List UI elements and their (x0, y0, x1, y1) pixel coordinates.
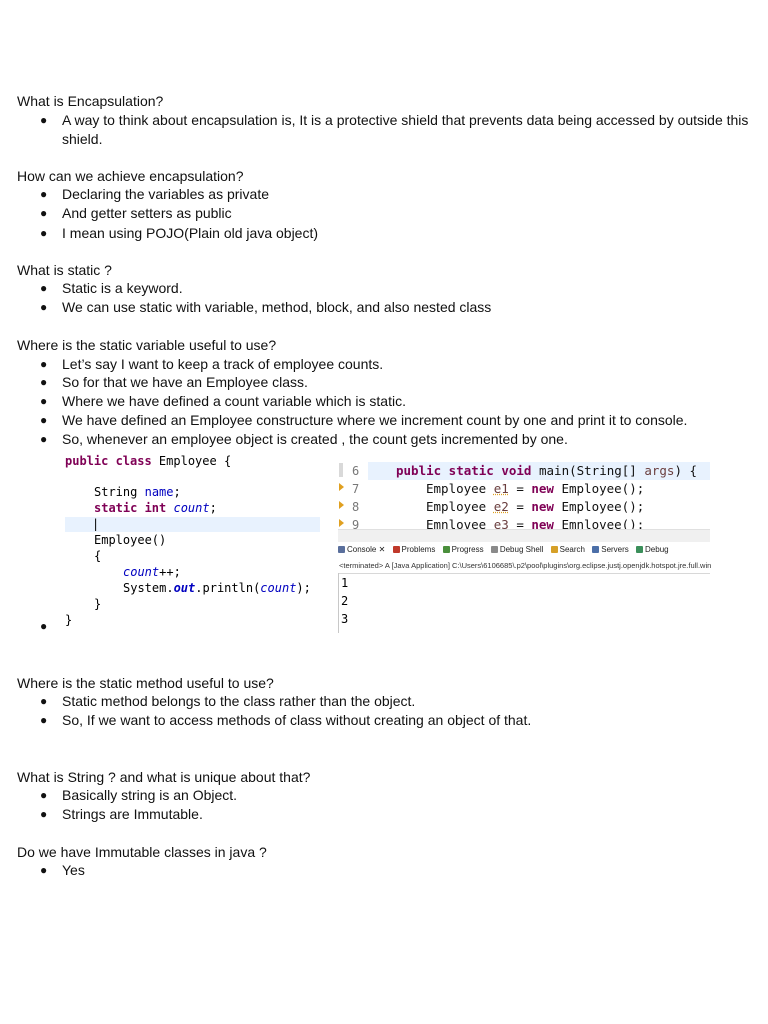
code-screenshot-employee-class (62, 451, 320, 631)
code-text: ; (209, 501, 217, 515)
code-text: String (94, 485, 138, 499)
debug-icon (636, 546, 643, 553)
question-achieve-encapsulation: How can we achieve encapsulation? (17, 168, 244, 184)
code-line: } (94, 597, 102, 611)
list-item-text: So, whenever an employee object is created , the count gets incremented by one. (62, 431, 568, 447)
console-output-line: 2 (341, 594, 349, 608)
view-tabs (338, 545, 710, 561)
list-item-text: A way to think about encapsulation is, It is a protective shield that prevents data being accessed by outside this shield. (62, 112, 749, 147)
code-text: = (508, 517, 532, 529)
console-status-line: <terminated> A [Java Application] C:\Users\6106685\.p2\pool\plugins\org.eclipse.justj.openjdk.hotspot.jre.full.win (339, 561, 711, 570)
code-text: .println( (195, 581, 261, 595)
console-output-line: 1 (341, 576, 349, 590)
servers-icon (592, 546, 599, 553)
bullet-icon: ● (40, 863, 48, 877)
tab-debug-shell[interactable] (491, 545, 544, 554)
tab-label: Debug Shell (499, 545, 544, 554)
list-item-text: Declaring the variables as private (62, 186, 269, 202)
code-text: Employee(); (553, 481, 645, 496)
code-keyword: new (531, 499, 554, 514)
list-item (40, 786, 750, 805)
search-icon (551, 546, 558, 553)
code-variable: e3 (493, 517, 509, 529)
warning-marker-icon (339, 519, 344, 527)
list-item-text: Strings are Immutable. (62, 806, 203, 822)
question-static: What is static ? (17, 262, 112, 278)
bullet-icon: ● (40, 413, 48, 427)
code-keyword: public class (65, 454, 152, 468)
list-item-text: Yes (62, 862, 85, 878)
code-line (426, 517, 644, 529)
list-item (40, 298, 750, 317)
tab-servers[interactable] (592, 545, 629, 554)
bullet-icon: ● (40, 432, 48, 446)
code-line: { (94, 549, 102, 563)
code-variable: e1 (493, 481, 509, 496)
line-number: 6 (352, 464, 360, 478)
list-item-text: Basically string is an Object. (62, 787, 238, 803)
code-keyword: public static void (396, 463, 532, 478)
bullet-icon: ● (40, 206, 48, 220)
code-field: count (260, 581, 297, 595)
tab-problems[interactable] (393, 545, 436, 554)
bullet-icon: ● (40, 788, 48, 802)
list-item-text: So for that we have an Employee class. (62, 374, 308, 390)
code-text: Employee { (151, 454, 232, 468)
code-param: args (644, 463, 675, 478)
code-text: Employee (426, 499, 494, 514)
question-static-variable: Where is the static variable useful to use? (17, 337, 277, 353)
bullet-icon: ● (40, 694, 48, 708)
code-line (396, 463, 697, 478)
code-line (94, 485, 181, 501)
gutter-markers (338, 459, 348, 531)
code-text: Employee(); (553, 499, 645, 514)
code-text: main(String[] (531, 463, 645, 478)
gutter-marker-icon (339, 463, 343, 477)
list-item (40, 204, 750, 223)
bullet-icon: ● (40, 357, 48, 371)
tab-debug[interactable] (636, 545, 669, 554)
question-string: What is String ? and what is unique about that? (17, 769, 311, 785)
progress-icon (443, 546, 450, 553)
code-text: ) { (674, 463, 698, 478)
line-number: 8 (352, 500, 360, 514)
list-item (40, 279, 750, 298)
code-line (123, 565, 181, 581)
line-number: 9 (352, 518, 360, 529)
list-item (40, 224, 750, 243)
code-line (426, 481, 644, 496)
code-text: Emnlovee (426, 517, 494, 529)
code-variable: e2 (493, 499, 509, 514)
tab-search[interactable] (551, 545, 585, 554)
code-text: = (508, 481, 532, 496)
code-line: Employee() (94, 533, 167, 547)
list-item (40, 711, 750, 730)
question-immutable-classes: Do we have Immutable classes in java ? (17, 844, 267, 860)
list-item-text: Let’s say I want to keep a track of employee counts. (62, 356, 384, 372)
question-encapsulation: What is Encapsulation? (17, 93, 164, 109)
text-cursor: | (92, 517, 100, 531)
list-item (40, 373, 750, 392)
console-output-line: 3 (341, 612, 349, 626)
bullet-icon: ● (40, 807, 48, 821)
code-field: count (173, 501, 210, 515)
bullet-icon: ● (40, 281, 48, 295)
tab-console[interactable] (338, 545, 385, 554)
list-item (40, 111, 750, 149)
bullet-icon: ● (40, 713, 48, 727)
code-line (65, 454, 231, 470)
tab-label: Progress (451, 545, 484, 554)
code-keyword: static int (94, 501, 167, 515)
debug-shell-icon (491, 546, 498, 553)
current-line-highlight (65, 517, 320, 532)
code-keyword: new (531, 517, 554, 529)
code-text: Emnlovee(): (553, 517, 645, 529)
list-item (40, 392, 750, 411)
bullet-icon: ● (40, 619, 48, 633)
tab-label: Console (347, 545, 377, 554)
console-icon (338, 546, 345, 553)
editor-pane (338, 459, 710, 531)
list-item-text: So, If we want to access methods of class without creating an object of that. (62, 712, 532, 728)
list-item (40, 805, 750, 824)
code-line (426, 499, 644, 514)
list-item (40, 185, 750, 204)
list-item (40, 692, 750, 711)
line-number: 7 (352, 482, 360, 496)
divider (338, 573, 339, 633)
code-keyword: new (531, 481, 554, 496)
list-item-text: I mean using POJO(Plain old java object) (62, 225, 319, 241)
list-item-text: Where we have defined a count variable which is static. (62, 393, 406, 409)
code-text: Employee (426, 481, 494, 496)
code-line (94, 501, 217, 517)
list-item (40, 430, 750, 449)
code-field: out (173, 581, 196, 595)
list-item-text: Static method belongs to the class rather than the object. (62, 693, 416, 709)
list-item (40, 355, 750, 374)
close-icon[interactable]: ✕ (378, 545, 386, 554)
question-static-method: Where is the static method useful to use? (17, 675, 274, 691)
tab-label: Search (559, 545, 585, 554)
code-line (123, 581, 311, 597)
code-text: System. (123, 581, 174, 595)
code-text: ; (173, 485, 181, 499)
bullet-icon: ● (40, 226, 48, 240)
code-text: ); (296, 581, 311, 595)
horizontal-scrollbar[interactable] (338, 529, 710, 542)
code-field: count (123, 565, 160, 579)
list-item-text: We can use static with variable, method, block, and also nested class (62, 299, 492, 315)
divider (338, 573, 710, 574)
code-line: } (65, 613, 73, 627)
list-item-text: Static is a keyword. (62, 280, 183, 296)
bullet-icon: ● (40, 187, 48, 201)
warning-marker-icon (339, 483, 344, 491)
list-item-text: And getter setters as public (62, 205, 232, 221)
bullet-icon: ● (40, 300, 48, 314)
code-field: name (144, 485, 174, 499)
problems-icon (393, 546, 400, 553)
list-item-text: We have defined an Employee constructure where we increment count by one and print it to console. (62, 412, 688, 428)
bullet-icon: ● (40, 394, 48, 408)
tab-label: Servers (601, 545, 629, 554)
tab-label: Debug (645, 545, 669, 554)
warning-marker-icon (339, 501, 344, 509)
list-item (40, 861, 750, 880)
tab-label: Problems (401, 545, 436, 554)
list-item (40, 411, 750, 430)
code-screenshot-eclipse-main (338, 459, 710, 633)
bullet-icon: ● (40, 113, 48, 127)
tab-progress[interactable] (443, 545, 484, 554)
code-text: ++; (159, 565, 181, 579)
bullet-icon: ● (40, 375, 48, 389)
code-text: = (508, 499, 532, 514)
